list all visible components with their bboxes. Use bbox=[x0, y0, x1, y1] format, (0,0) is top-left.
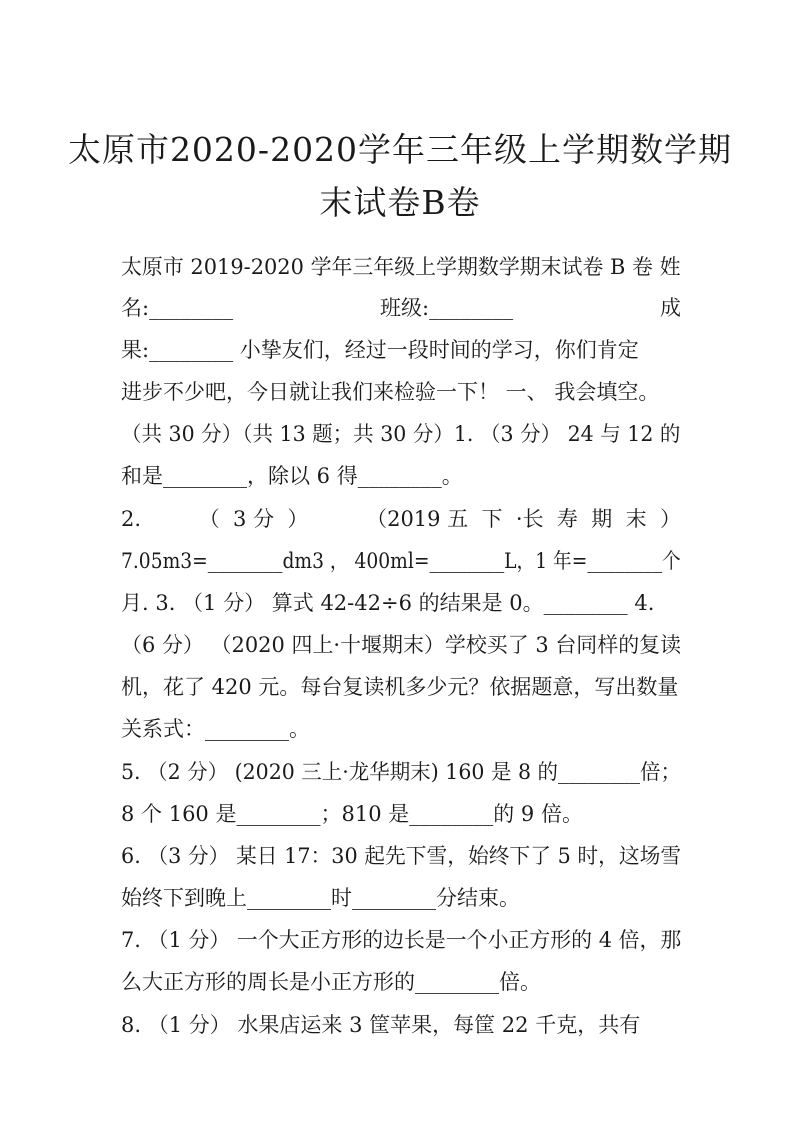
question-7-line-1: 7. （1 分） 一个大正方形的边长是一个小正方形的 4 倍，那 bbox=[121, 928, 682, 952]
question-4-line-3: 关系式：________。 bbox=[121, 717, 310, 741]
question-2-header bbox=[121, 504, 681, 534]
question-2-source: （2019 五 下 ·长 寿 期 末 ） bbox=[366, 507, 681, 531]
question-8-line-1: 8. （1 分） 水果店运来 3 筐苹果，每筐 22 千克，共有 bbox=[121, 1013, 641, 1037]
question-2-number: 2. bbox=[121, 507, 142, 531]
question-6-line-2: 始终下到晚上________时________分结束。 bbox=[121, 886, 520, 910]
document-title-line-1: 太原市2020-2020学年三年级上学期数学期 bbox=[67, 130, 733, 169]
question-5-line-2: 8 个 160 是________；810 是________的 9 倍。 bbox=[121, 802, 583, 826]
question-2-points: （ 3 分 ） bbox=[198, 507, 309, 531]
question-4-line-1: （6 分） （2020 四上·十堰期末）学校买了 3 台同样的复读 bbox=[121, 633, 682, 657]
name-class-score-line bbox=[121, 293, 681, 323]
question-1-line-1: （共 30 分）（共 13 题；共 30 分）1. （3 分） 24 与 12 的 bbox=[121, 422, 681, 446]
question-6-line-1: 6. （3 分） 某日 17：30 起先下雪，始终下了 5 时，这场雪 bbox=[121, 844, 682, 868]
body-line-3: 果:________ 小挚友们，经过一段时间的学习，你们肯定 bbox=[121, 338, 639, 362]
score-field-label: 成 bbox=[660, 296, 681, 320]
question-1-line-2: 和是________，除以 6 得________。 bbox=[121, 464, 463, 488]
question-3-line: 月. 3. （1 分） 算式 42-42÷6 的结果是 0。________ 4. bbox=[121, 591, 655, 615]
question-7-line-2: 么大正方形的周长是小正方形的________倍。 bbox=[121, 970, 541, 994]
class-field-label: 班级:________ bbox=[380, 296, 514, 320]
question-5-line-1: 5. （2 分） (2020 三上·龙华期末) 160 是 8 的________倍； bbox=[121, 760, 681, 784]
body-line-4: 进步不少吧，今日就让我们来检验一下！ 一、 我会填空。 bbox=[121, 380, 660, 404]
document-title-line-2: 末试卷B卷 bbox=[319, 183, 481, 222]
question-2-line-2: 7.05m3=________dm3 ， 400ml=________L，1 年=________个 bbox=[121, 549, 681, 573]
body-line-1: 太原市 2019-2020 学年三年级上学期数学期末试卷 B 卷 姓 bbox=[121, 255, 681, 279]
question-4-line-2: 机，花了 420 元。每台复读机多少元？依据题意，写出数量 bbox=[121, 675, 679, 699]
name-field-label: 名:________ bbox=[121, 296, 234, 320]
